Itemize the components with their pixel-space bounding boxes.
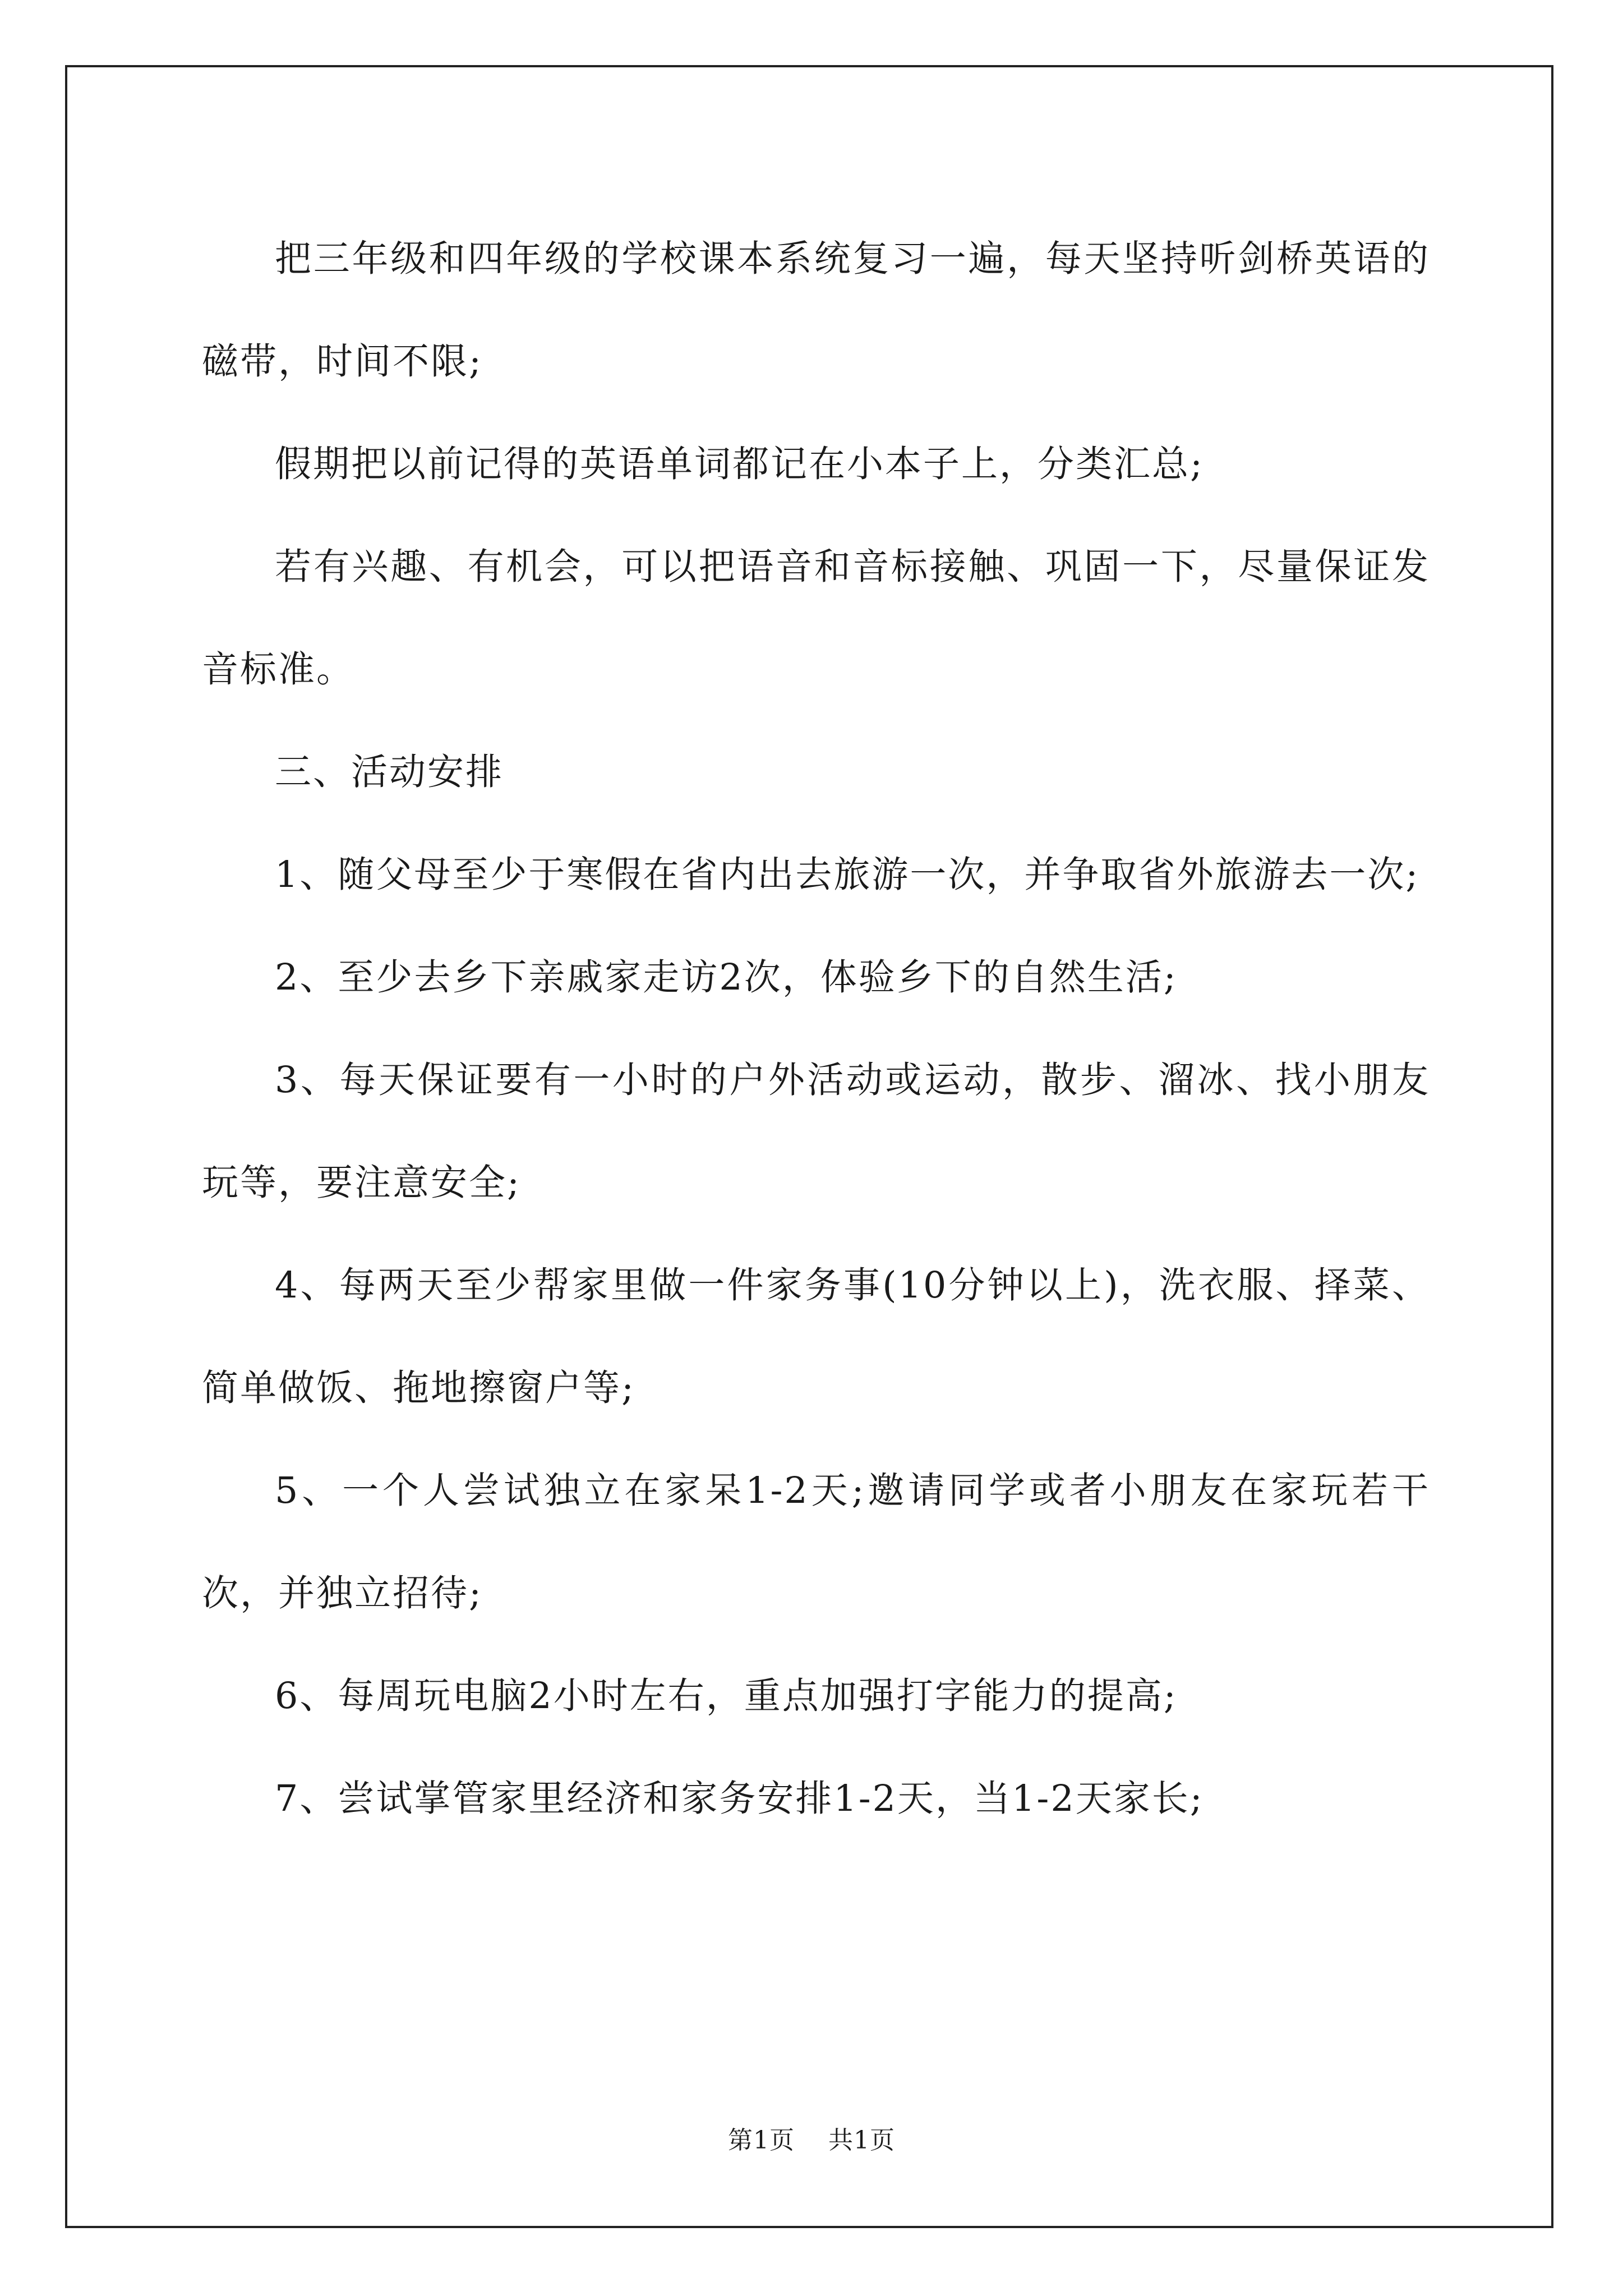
list-item: 7、尝试掌管家里经济和家务安排1-2天，当1-2天家长;: [275, 1778, 1204, 1820]
paragraph: 把三年级和四年级的学校课本系统复习一遍，每天坚持听剑桥英语的磁带，时间不限;: [202, 238, 1430, 383]
paragraph: 假期把以前记得的英语单词都记在小本子上，分类汇总;: [275, 443, 1204, 485]
list-item: 5、一个人尝试独立在家呆1-2天;邀请同学或者小朋友在家玩若干次，并独立招待;: [202, 1470, 1430, 1614]
list-item: 2、至少去乡下亲戚家走访2次，体验乡下的自然生活;: [275, 956, 1178, 999]
page-total: 共1页: [828, 2126, 895, 2155]
list-item: 3、每天保证要有一小时的户外活动或运动，散步、溜冰、找小朋友玩等，要注意安全;: [202, 1059, 1430, 1204]
document-body: [202, 208, 1430, 1850]
page-number: 第1页: [728, 2126, 795, 2155]
page-footer: [0, 2124, 1623, 2157]
paragraph: 若有兴趣、有机会，可以把语音和音标接触、巩固一下，尽量保证发音标准。: [202, 546, 1430, 691]
list-item: 4、每两天至少帮家里做一件家务事(10分钟以上)，洗衣服、择菜、简单做饭、拖地擦窗户等;: [202, 1264, 1430, 1409]
list-item: 6、每周玩电脑2小时左右，重点加强打字能力的提高;: [275, 1675, 1178, 1717]
list-item: 1、随父母至少于寒假在省内出去旅游一次，并争取省外旅游去一次;: [275, 854, 1420, 896]
section-heading: 三、活动安排: [275, 751, 504, 793]
